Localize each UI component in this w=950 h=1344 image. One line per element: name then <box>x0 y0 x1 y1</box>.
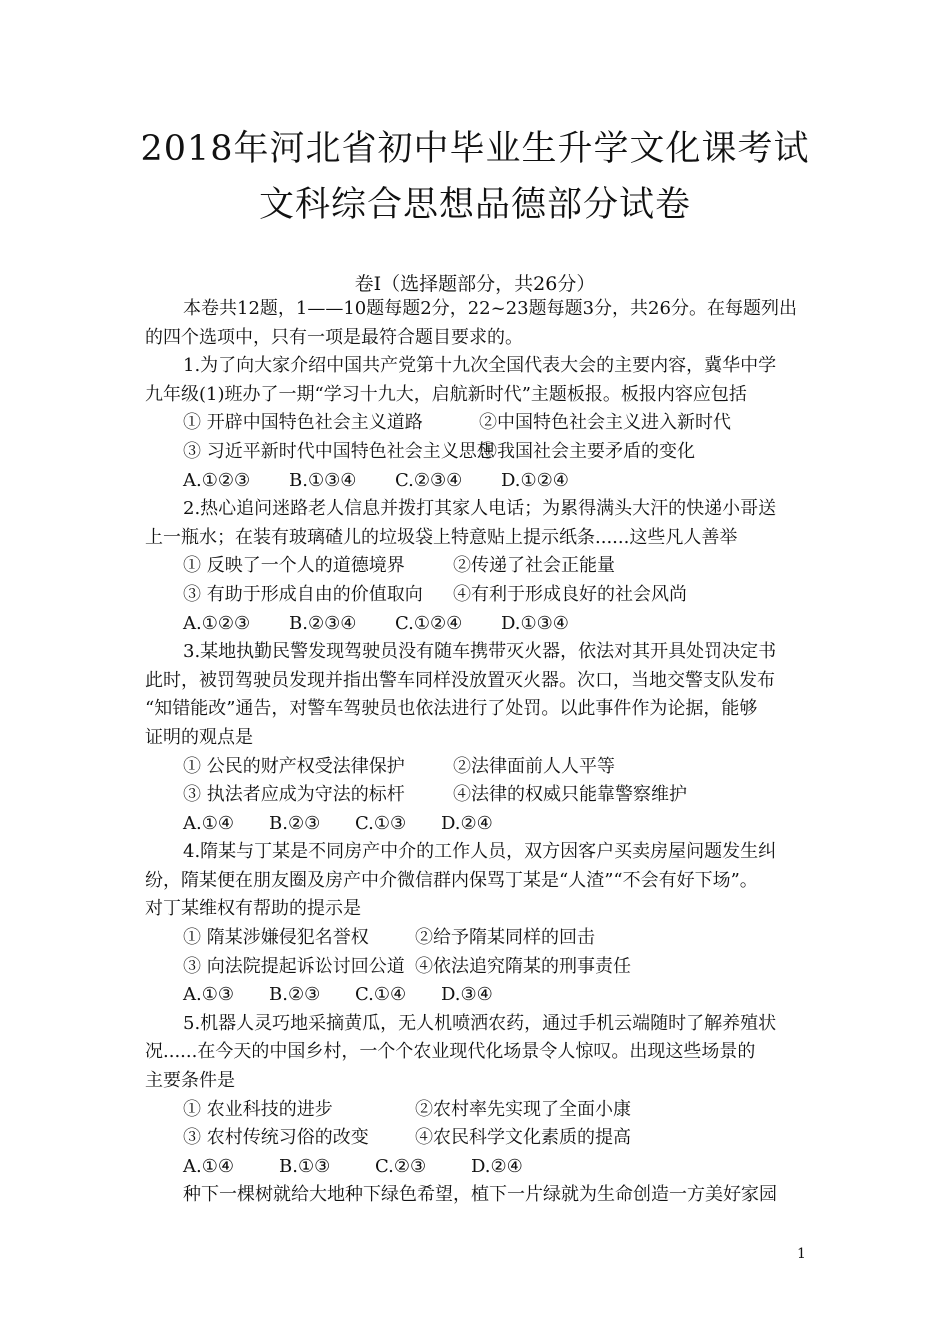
instructions-line: 本卷共12题，1——10题每题2分，22~23题每题3分，共26分。在每题列出 <box>183 298 797 319</box>
option-2: ②中国特色社会主义进入新时代 <box>479 412 731 434</box>
question-3-stem: “知错能改”通告，对警车驾驶员也依法进行了处罚。以此事件作为论据，能够 <box>145 698 758 720</box>
answer-c: C.①④ <box>355 984 407 1006</box>
answer-a: A.①②③ <box>183 612 251 634</box>
question-3-options-row <box>145 781 815 810</box>
option-2: ②传递了社会正能量 <box>453 555 615 577</box>
question-2-options-row <box>145 581 815 610</box>
section-heading: 卷Ⅰ（选择题部分，共26分） <box>354 273 596 295</box>
question-5-stem: 况......在今天的中国乡村，一个个农业现代化场景令人惊叹。出现这些场景的 <box>145 1041 756 1063</box>
answer-c: C.①②④ <box>395 612 463 634</box>
question-5-stem: 5.机器人灵巧地采摘黄瓜，无人机喷洒农药，通过手机云端随时了解养殖状 <box>183 1012 777 1034</box>
option-1: ① 隋某涉嫌侵犯名誉权 <box>183 927 369 949</box>
answer-d: D.①②④ <box>501 469 569 491</box>
exam-content <box>145 295 815 1210</box>
option-4: ④我国社会主要矛盾的变化 <box>479 440 695 462</box>
answer-b: B.②③ <box>269 984 321 1006</box>
option-3: ③ 习近平新时代中国特色社会主义思想 <box>183 440 495 462</box>
answer-a: A.①③ <box>183 984 234 1006</box>
question-3-options-row <box>145 753 815 782</box>
instructions-line: 的四个选项中，只有一项是最符合题目要求的。 <box>145 326 523 348</box>
question-2-stem: 2.热心追问迷路老人信息并拨打其家人电话；为累得满头大汗的快递小哥送 <box>183 498 777 520</box>
question-3-stem: 证明的观点是 <box>145 726 253 748</box>
option-3: ③ 农村传统习俗的改变 <box>183 1127 369 1149</box>
option-1: ① 开辟中国特色社会主义道路 <box>183 412 423 434</box>
page-number: 1 <box>797 1246 806 1262</box>
answer-c: C.②③ <box>375 1155 427 1177</box>
answer-d: D.②④ <box>441 812 493 834</box>
question-1-stem: 九年级(1)班办了一期“学习十九大，启航新时代”主题板报。板报内容应包括 <box>145 383 747 405</box>
answer-a: A.①④ <box>183 1155 234 1177</box>
option-1: ① 反映了一个人的道德境界 <box>183 555 405 577</box>
answer-b: B.②③ <box>269 812 321 834</box>
question-4-stem: 纷，隋某便在朋友圈及房产中介微信群内保骂丁某是“人渣”“不会有好下场”。 <box>145 869 758 891</box>
exam-title-line-1: 2018年河北省初中毕业生升学文化课考试 <box>140 129 810 169</box>
question-4-stem: 4.隋某与丁某是不同房产中介的工作人员，双方因客户买卖房屋问题发生纠 <box>183 841 777 863</box>
option-4: ④农民科学文化素质的提高 <box>415 1127 631 1149</box>
question-1-stem: 1.为了向大家介绍中国共产党第十九次全国代表大会的主要内容，冀华中学 <box>183 355 777 377</box>
question-3-stem: 3.某地执勤民警发现驾驶员没有随车携带灭火器，依法对其开具处罚决定书 <box>183 641 777 663</box>
question-5-options-row <box>145 1096 815 1125</box>
question-4-stem: 对丁某维权有帮助的提示是 <box>145 898 361 920</box>
question-1-options-row <box>145 438 815 467</box>
option-2: ②农村率先实现了全面小康 <box>415 1098 631 1120</box>
option-4: ④依法追究隋某的刑事责任 <box>415 955 631 977</box>
question-2-answers <box>145 610 815 639</box>
question-4-options-row <box>145 924 815 953</box>
question-2-options-row <box>145 552 815 581</box>
option-3: ③ 执法者应成为守法的标杆 <box>183 784 405 806</box>
option-1: ① 农业科技的进步 <box>183 1098 333 1120</box>
question-3-stem: 此时，被罚驾驶员发现并指出警车同样没放置灭火器。次口，当地交警支队发布 <box>145 669 775 691</box>
option-2: ②给予隋某同样的回击 <box>415 927 595 949</box>
answer-d: D.②④ <box>471 1155 523 1177</box>
option-3: ③ 有助于形成自由的价值取向 <box>183 583 423 605</box>
option-4: ④法律的权威只能靠警察维护 <box>453 784 687 806</box>
option-1: ① 公民的财产权受法律保护 <box>183 755 405 777</box>
question-4-answers <box>145 981 815 1010</box>
answer-a: A.①②③ <box>183 469 251 491</box>
question-1-answers <box>145 467 815 496</box>
question-5-answers <box>145 1153 815 1182</box>
question-5-options-row <box>145 1124 815 1153</box>
answer-c: C.②③④ <box>395 469 463 491</box>
answer-b: B.①③ <box>279 1155 331 1177</box>
option-2: ②法律面前人人平等 <box>453 755 615 777</box>
answer-d: D.①③④ <box>501 612 569 634</box>
option-3: ③ 向法院提起诉讼讨回公道 <box>183 955 405 977</box>
option-4: ④有利于形成良好的社会风尚 <box>453 583 687 605</box>
answer-a: A.①④ <box>183 812 234 834</box>
question-1-options-row <box>145 409 815 438</box>
question-3-answers <box>145 810 815 839</box>
exam-title-line-2: 文科综合思想品德部分试卷 <box>258 185 691 225</box>
question-5-stem: 主要条件是 <box>145 1070 235 1092</box>
question-2-stem: 上一瓶水；在装有玻璃碴儿的垃圾袋上特意贴上提示纸条......这些凡人善举 <box>145 526 738 548</box>
answer-c: C.①③ <box>355 812 407 834</box>
question-4-options-row <box>145 953 815 982</box>
answer-d: D.③④ <box>441 984 493 1006</box>
trailing-paragraph-line: 种下一棵树就给大地种下绿色希望，植下一片绿就为生命创造一方美好家园 <box>183 1184 777 1206</box>
answer-b: B.①③④ <box>289 469 357 491</box>
answer-b: B.②③④ <box>289 612 357 634</box>
